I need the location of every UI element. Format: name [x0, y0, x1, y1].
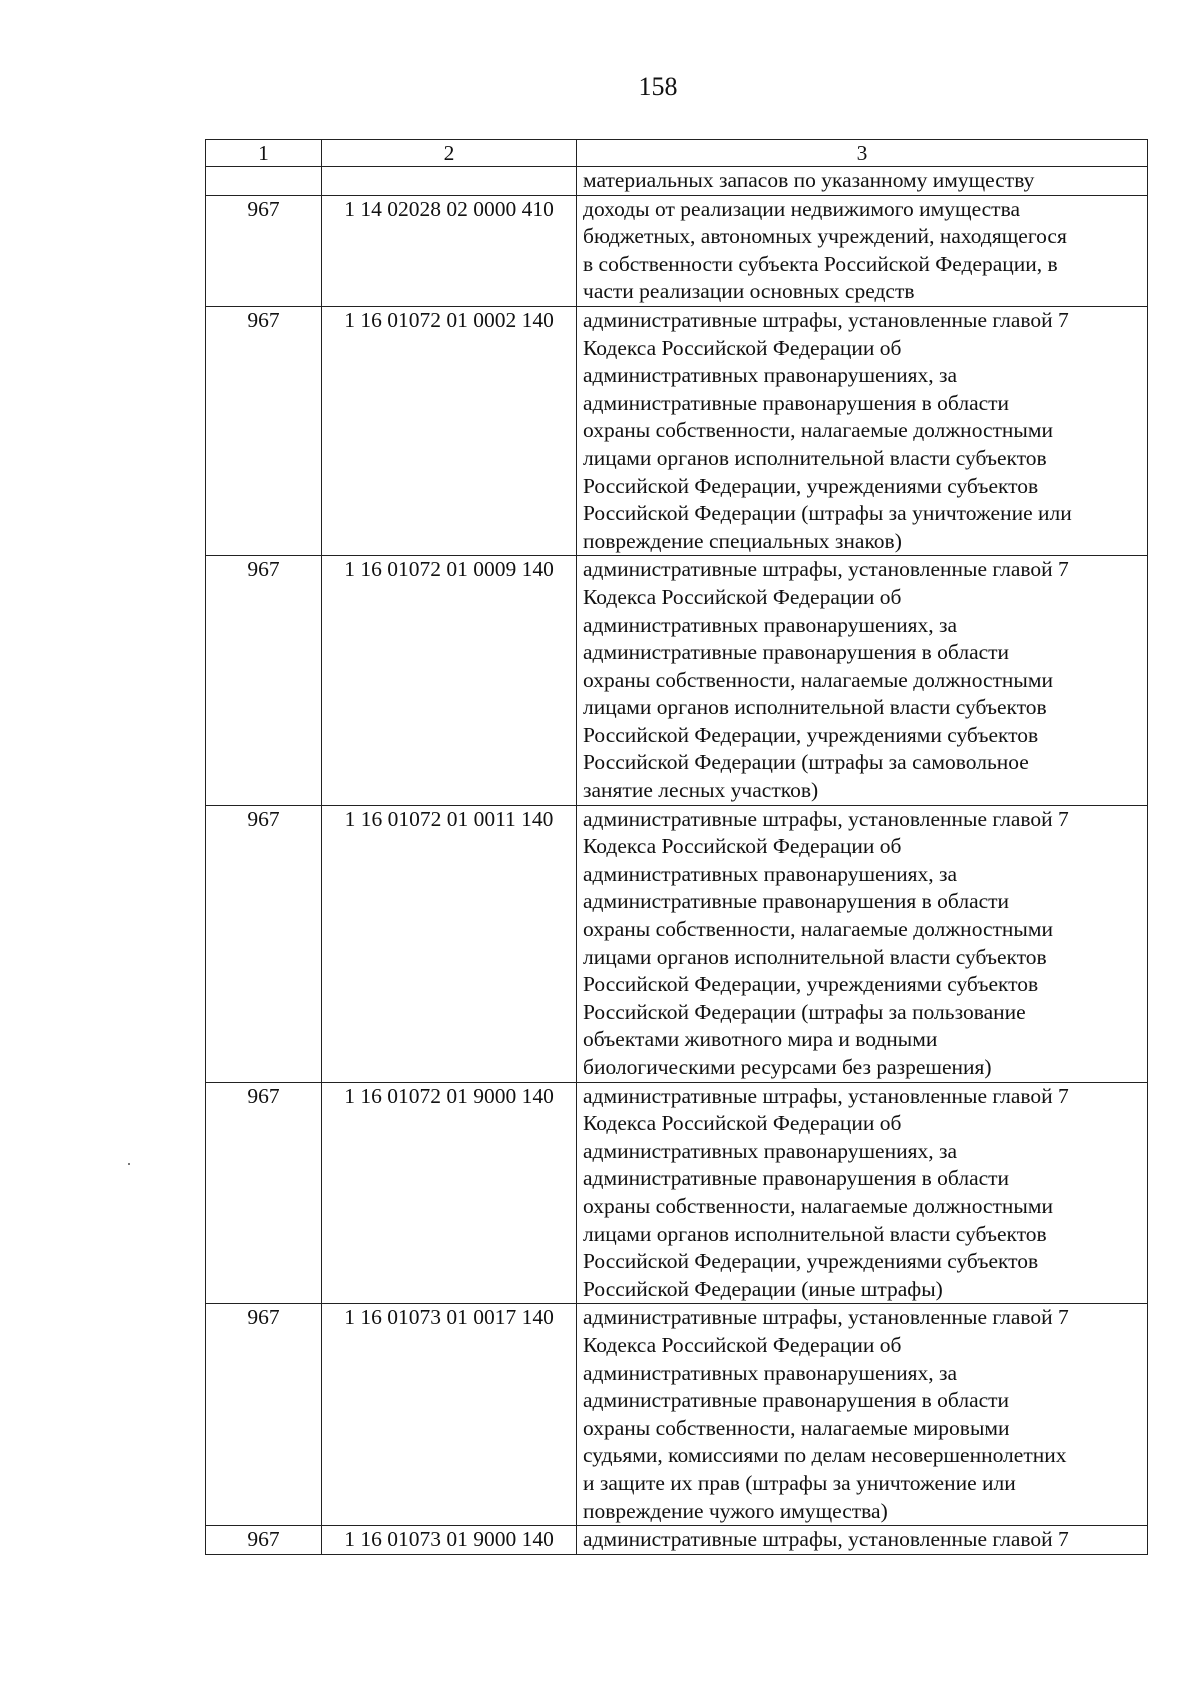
- description-cell: доходы от реализации недвижимого имущества бюджетных, автономных учреждений, находящегося в собственности субъекта Российской Федерации, в части реализации основных средств: [577, 195, 1148, 306]
- admin-code-cell: 967: [206, 805, 322, 1082]
- admin-code-cell: 967: [206, 1526, 322, 1555]
- column-header-2: 2: [322, 140, 577, 167]
- description-cell: административные штрафы, установленные главой 7 Кодекса Российской Федерации об административных правонарушениях, за административные правонарушения в области охраны собственности, налагаемые мировыми судьями, комиссиями по делам несовершеннолетних и защите их прав (штрафы за уничтожение или повреждение чужого имущества): [577, 1304, 1148, 1526]
- scan-speck: [128, 1163, 130, 1165]
- budget-code-cell: 1 16 01072 01 0011 140: [322, 805, 577, 1082]
- budget-code-cell: 1 16 01072 01 0009 140: [322, 556, 577, 805]
- header-row: [206, 140, 1148, 167]
- admin-code-cell: 967: [206, 1304, 322, 1526]
- column-header-3: 3: [577, 140, 1148, 167]
- admin-code-cell: 967: [206, 306, 322, 555]
- admin-code-cell: 967: [206, 195, 322, 306]
- table-row: [206, 805, 1148, 1082]
- admin-code-cell: 967: [206, 1082, 322, 1304]
- table-row: [206, 167, 1148, 196]
- budget-code-cell: 1 16 01072 01 9000 140: [322, 1082, 577, 1304]
- description-cell: административные штрафы, установленные главой 7 Кодекса Российской Федерации об административных правонарушениях, за административные правонарушения в области охраны собственности, налагаемые должностными лицами органов исполнительной власти субъектов Российской Федерации, учреждениями субъектов Российской Федерации (иные штрафы): [577, 1082, 1148, 1304]
- table-header: [206, 140, 1148, 167]
- table-row: [206, 1526, 1148, 1555]
- budget-code-cell: [322, 167, 577, 196]
- description-cell: административные штрафы, установленные главой 7 Кодекса Российской Федерации об административных правонарушениях, за административные правонарушения в области охраны собственности, налагаемые должностными лицами органов исполнительной власти субъектов Российской Федерации, учреждениями субъектов Российской Федерации (штрафы за уничтожение или повреждение специальных знаков): [577, 306, 1148, 555]
- description-cell: административные штрафы, установленные главой 7 Кодекса Российской Федерации об административных правонарушениях, за административные правонарушения в области охраны собственности, налагаемые должностными лицами органов исполнительной власти субъектов Российской Федерации, учреждениями субъектов Российской Федерации (штрафы за пользование объектами животного мира и водными биологическими ресурсами без разрешения): [577, 805, 1148, 1082]
- table-body: [206, 167, 1148, 1555]
- admin-code-cell: [206, 167, 322, 196]
- budget-code-cell: 1 16 01072 01 0002 140: [322, 306, 577, 555]
- revenue-codes-table: [205, 139, 1148, 1555]
- budget-code-cell: 1 14 02028 02 0000 410: [322, 195, 577, 306]
- description-cell: административные штрафы, установленные главой 7: [577, 1526, 1148, 1555]
- table-row: [206, 1304, 1148, 1526]
- admin-code-cell: 967: [206, 556, 322, 805]
- description-cell: административные штрафы, установленные главой 7 Кодекса Российской Федерации об административных правонарушениях, за административные правонарушения в области охраны собственности, налагаемые должностными лицами органов исполнительной власти субъектов Российской Федерации, учреждениями субъектов Российской Федерации (штрафы за самовольное занятие лесных участков): [577, 556, 1148, 805]
- table-row: [206, 556, 1148, 805]
- table-row: [206, 195, 1148, 306]
- table-row: [206, 306, 1148, 555]
- page-number: 158: [638, 72, 678, 101]
- column-header-1: 1: [206, 140, 322, 167]
- table-row: [206, 1082, 1148, 1304]
- budget-code-cell: 1 16 01073 01 9000 140: [322, 1526, 577, 1555]
- budget-code-cell: 1 16 01073 01 0017 140: [322, 1304, 577, 1526]
- description-cell: материальных запасов по указанному имуществу: [577, 167, 1148, 196]
